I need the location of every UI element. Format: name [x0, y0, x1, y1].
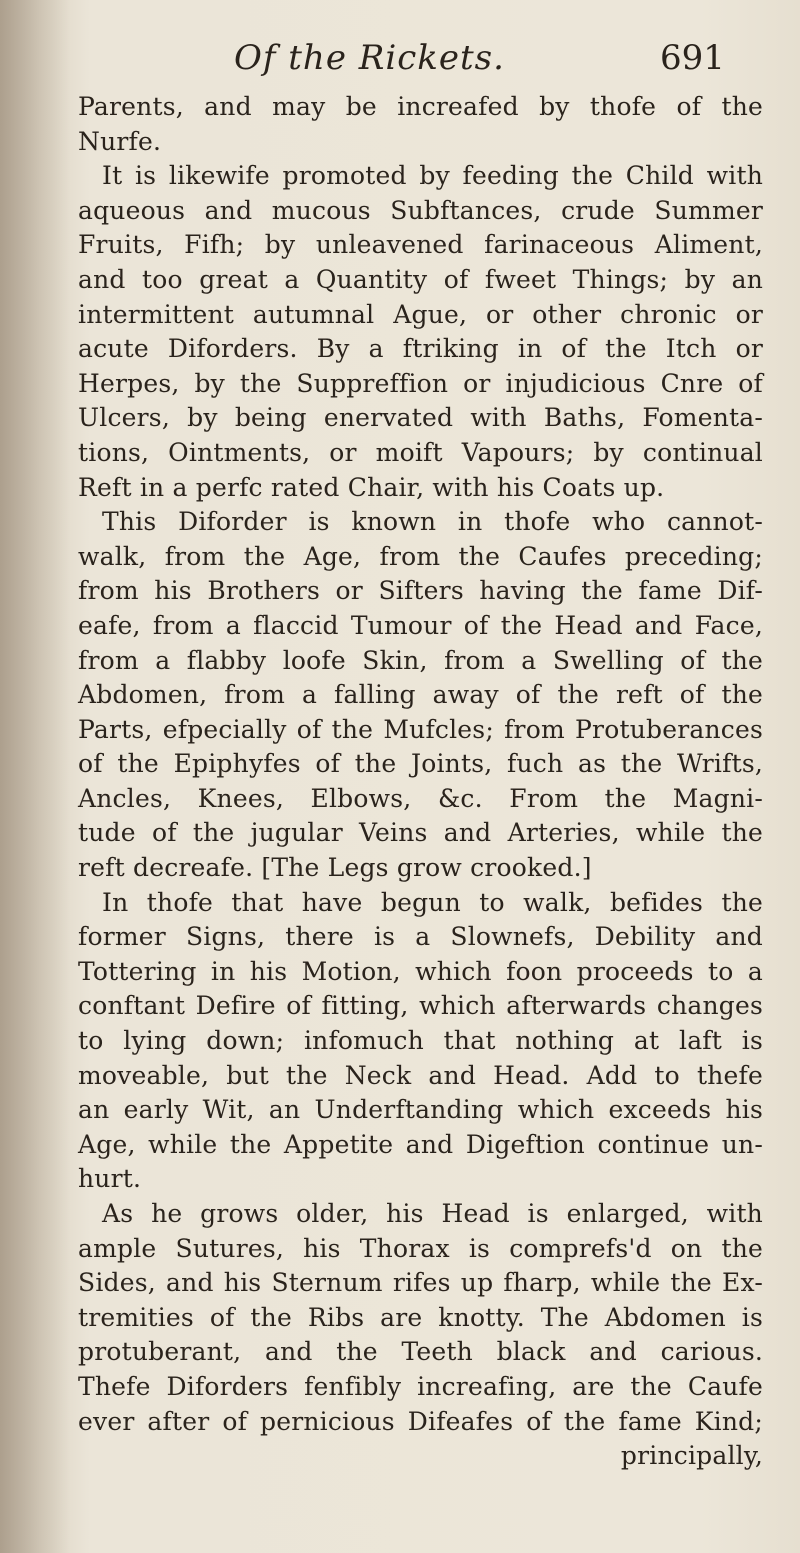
text-line: Herpes, by the Suppreffion or injudicious Cnre of [78, 368, 763, 398]
text-line: In thofe that have begun to walk, befides the [102, 887, 763, 917]
text-line: of the Epiphyfes of the Joints, fuch as the Wrifts, [78, 749, 763, 779]
text-line: tremities of the Ribs are knotty. The Abdomen is [78, 1302, 763, 1332]
text-line: Fruits, Fifh; by unleavened farinaceous Aliment, [78, 230, 763, 260]
text-line: aqueous and mucous Subftances, crude Summer [78, 195, 763, 225]
text-line: Parents, and may be increafed by thofe of the [78, 92, 763, 121]
text-line: reft decreafe. [The Legs grow crooked.] [78, 853, 592, 883]
gutter-shadow [0, 0, 70, 1553]
text-line: ample Sutures, his Thorax is comprefs'd on the [78, 1233, 763, 1263]
text-line: hurt. [78, 1164, 142, 1194]
text-line: moveable, but the Neck and Head. Add to thefe [78, 1060, 763, 1090]
page-number: 691 [660, 38, 725, 78]
text-line: Ulcers, by being enervated with Baths, Fomenta- [78, 403, 763, 433]
text-line: Sides, and his Sternum rifes up fharp, while the Ex- [78, 1268, 763, 1298]
text-line: This Diforder is known in thofe who cannot- [102, 507, 763, 537]
text-line: intermittent autumnal Ague, or other chronic or [78, 299, 763, 329]
page-header [0, 38, 800, 78]
body-text [78, 90, 763, 1474]
text-line: tude of the jugular Veins and Arteries, while the [78, 818, 763, 848]
text-line: Parts, efpecially of the Mufcles; from Protuberances [78, 714, 763, 744]
text-line: an early Wit, an Underftanding which exceeds his [78, 1095, 763, 1125]
text-line: Nurfe. [78, 126, 162, 156]
text-line: Reft in a perfc rated Chair, with his Coats up. [78, 472, 665, 502]
running-title: Of the Rickets. [234, 38, 505, 78]
text-line: Tottering in his Motion, which foon proceeds to a [78, 956, 763, 986]
text-line: and too great a Quantity of fweet Things; by an [78, 264, 763, 294]
text-line: from his Brothers or Sifters having the fame Dif- [78, 576, 763, 606]
text-line: walk, from the Age, from the Caufes preceding; [78, 541, 763, 571]
text-line: Age, while the Appetite and Digeftion continue un- [78, 1129, 763, 1159]
text-line: Ancles, Knees, Elbows, &c. From the Magni- [78, 783, 763, 813]
text-line: conftant Defire of fitting, which afterwards changes [78, 991, 763, 1021]
text-line: from a flabby loofe Skin, from a Swelling of the [78, 645, 763, 675]
text-line: As he grows older, his Head is enlarged, with [102, 1199, 763, 1228]
text-line: to lying down; infomuch that nothing at laft is [78, 1026, 763, 1056]
text-line: former Signs, there is a Slownefs, Debility and [78, 922, 763, 952]
text-line: ever after of pernicious Difeafes of the fame Kind; [78, 1406, 763, 1436]
catchword: principally, [620, 1441, 763, 1471]
text-line: It is likewife promoted by feeding the Child with [102, 161, 763, 191]
text-line: Abdomen, from a falling away of the reft of the [78, 680, 763, 710]
text-line: acute Diforders. By a ftriking in of the Itch or [78, 334, 763, 364]
text-line: Thefe Diforders fenfibly increafing, are the Caufe [78, 1371, 763, 1401]
text-line: protuberant, and the Teeth black and carious. [78, 1337, 763, 1367]
text-line: eafe, from a flaccid Tumour of the Head and Face, [78, 610, 763, 640]
text-line: tions, Ointments, or moift Vapours; by continual [78, 437, 763, 467]
